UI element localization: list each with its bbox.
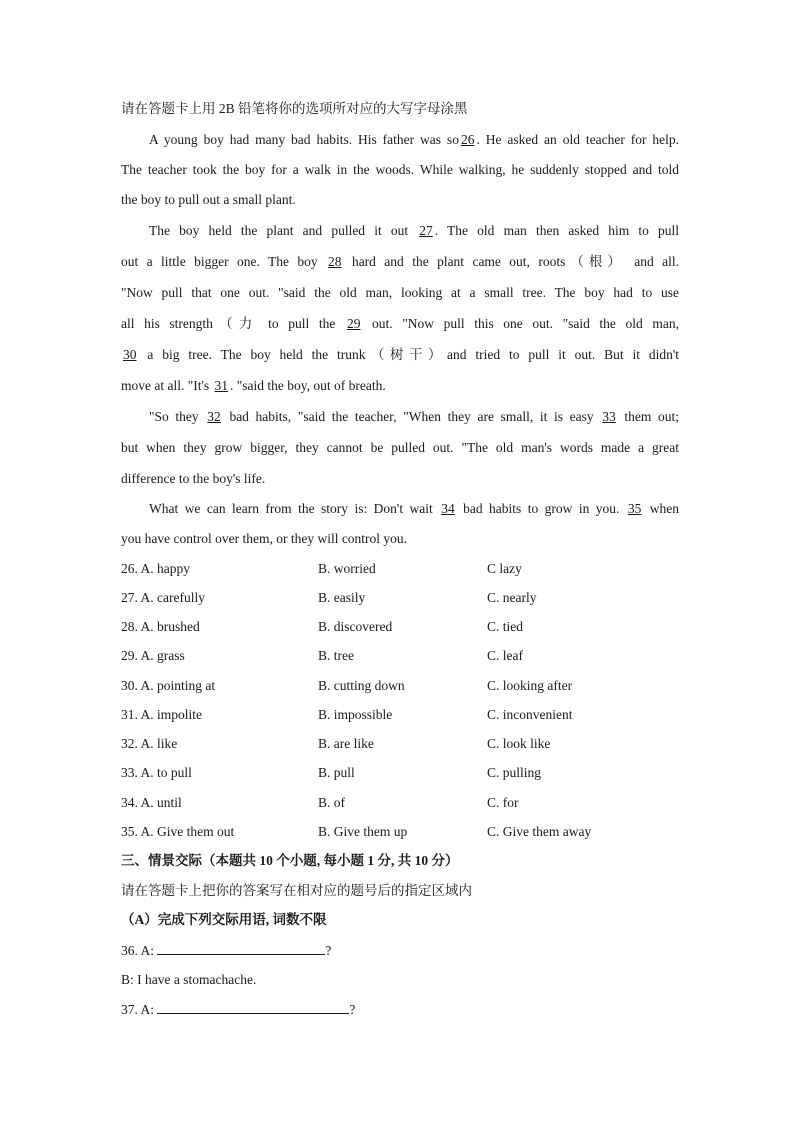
- passage-line: the boy to pull out a small plant.: [121, 192, 296, 207]
- option-b: B. are like: [318, 736, 374, 751]
- option-b: B. easily: [318, 590, 366, 605]
- option-c: C. for: [487, 795, 519, 810]
- blank-31: 31: [214, 378, 229, 393]
- passage-line: What we can learn from the story is: Don't wait 34 bad habits to grow in you. 35 when: [149, 501, 680, 516]
- option-c: C. pulling: [487, 765, 542, 780]
- option-a: 26. A. happy: [121, 561, 190, 576]
- passage-line: out a little bigger one. The boy 28 hard and the plant came out, roots（根） and all.: [121, 254, 679, 269]
- option-b: B. tree: [318, 648, 354, 663]
- option-c: C. look like: [487, 736, 551, 751]
- blank-26: 26: [460, 132, 475, 147]
- blank-32: 32: [207, 409, 221, 424]
- option-a: 30. A. pointing at: [121, 678, 216, 693]
- blank-30: 30: [123, 347, 137, 362]
- response-line: B: I have a stomachache.: [121, 972, 257, 987]
- blank-28: 28: [328, 254, 342, 269]
- option-a: 32. A. like: [121, 736, 178, 751]
- option-c: C. nearly: [487, 590, 537, 605]
- passage-line: The boy held the plant and pulled it out 27 . The old man then asked him to pull: [149, 223, 680, 238]
- option-c: C. looking after: [487, 678, 573, 693]
- answer-blank-36[interactable]: [157, 941, 325, 955]
- blank-35: 35: [627, 501, 642, 516]
- blank-27: 27: [419, 223, 433, 238]
- question-36: 36. A: ?: [121, 943, 332, 958]
- passage-line: "So they 32 bad habits, "said the teacher, "When they are small, it is easy 33 them out;: [149, 409, 680, 424]
- option-b: B. pull: [318, 765, 355, 780]
- passage-line: difference to the boy's life.: [121, 471, 266, 486]
- option-c: C. tied: [487, 619, 523, 634]
- option-b: B. impossible: [318, 707, 393, 722]
- option-a: 33. A. to pull: [121, 765, 192, 780]
- passage-line: 30 a big tree. The boy held the trunk（树干）and tried to pull it out. But it didn't: [123, 347, 680, 362]
- option-a: 28. A. brushed: [121, 619, 200, 634]
- passage-line: all his strength（力 to pull the 29 out. "Now pull this one out. "said the old man,: [121, 316, 679, 331]
- option-a: 34. A. until: [121, 795, 182, 810]
- passage-line: "Now pull that one out. "said the old man, looking at a small tree. The boy had to use: [121, 285, 679, 300]
- answer-blank-37[interactable]: [157, 1000, 349, 1014]
- option-c: C. Give them away: [487, 824, 592, 839]
- blank-34: 34: [441, 501, 455, 516]
- passage-line: The teacher took the boy for a walk in the woods. While walking, he suddenly stopped and told: [121, 162, 679, 177]
- option-c: C. inconvenient: [487, 707, 573, 722]
- option-b: B. worried: [318, 561, 376, 576]
- option-a: 35. A. Give them out: [121, 824, 235, 839]
- blank-29: 29: [346, 316, 361, 331]
- question-37: 37. A: ?: [121, 1002, 356, 1017]
- passage-line: you have control over them, or they will control you.: [121, 531, 408, 546]
- option-b: B. discovered: [318, 619, 393, 634]
- section-instruction: 请在答题卡上用 2B 铅笔将你的选项所对应的大写字母涂黑: [121, 101, 468, 116]
- subsection-heading: （A）完成下列交际用语, 词数不限: [121, 912, 327, 927]
- option-a: 29. A. grass: [121, 648, 185, 663]
- passage-line: A young boy had many bad habits. His father was so 26 . He asked an old teacher for help.: [149, 132, 679, 147]
- option-b: B. of: [318, 795, 345, 810]
- passage-line: move at all. "It's 31 . "said the boy, out of breath.: [121, 378, 386, 393]
- section-instruction: 请在答题卡上把你的答案写在相对应的题号后的指定区域内: [121, 883, 472, 898]
- section-heading: 三、情景交际（本题共 10 个小题, 每小题 1 分, 共 10 分）: [121, 853, 459, 868]
- option-a: 27. A. carefully: [121, 590, 205, 605]
- option-c: C lazy: [487, 561, 522, 576]
- option-c: C. leaf: [487, 648, 523, 663]
- option-b: B. cutting down: [318, 678, 405, 693]
- blank-33: 33: [602, 409, 616, 424]
- passage-line: but when they grow bigger, they cannot be pulled out. "The old man's words made a great: [121, 440, 679, 455]
- option-b: B. Give them up: [318, 824, 408, 839]
- option-a: 31. A. impolite: [121, 707, 202, 722]
